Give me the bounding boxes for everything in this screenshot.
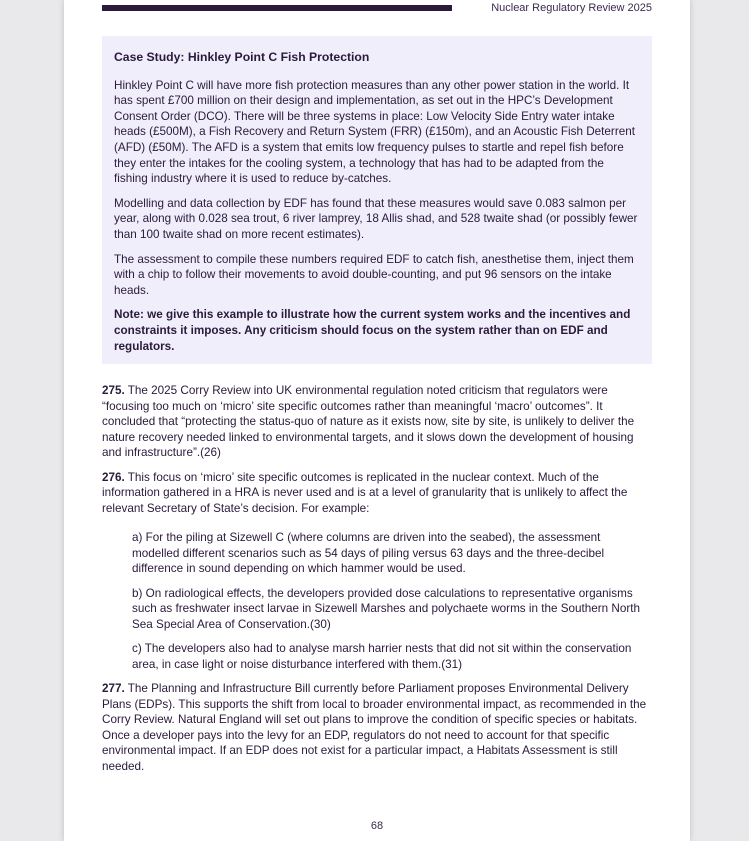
example-list [102,530,654,672]
paragraph-275 [102,383,654,461]
document-page [64,0,690,841]
example-item-c: c) The developers also had to analyse marsh harrier nests that did not sit within the conservation area, in case light or noise disturbance interfered with them.(31) [132,642,632,671]
header-rule [102,5,452,11]
page-number: 68 [370,820,384,832]
paragraph-text: The 2025 Corry Review into UK environmental regulation noted criticism that regulators were “focusing too much on ‘micro’ site specific outcomes rather than meaningful ‘macro’ outcomes”. It concluded that “protecting the status-quo of nature as it exists now, site by site, is unlikely to deliver the nature recovery needed linked to environmental targets, and it slows down the development of housing and infrastructure”.(26) [102,384,635,459]
paragraph-number: 276. [102,470,125,484]
case-study-paragraph: Hinkley Point C will have more fish protection measures than any other power station in the world. It has spent £700 million on their design and implementation, as set out in the HPC’s Development Consent Order (DCO). There will be three systems in place: Low Velocity Side Entry water intake heads (£500M), a Fish Recovery and Return System (FRR) (£150m), and an Acoustic Fish Deterrent (AFD) (£50M). The AFD is a system that emits low frequency pulses to startle and repel fish before they enter the intakes for the cooling system, a technology that has had to be adapted from the fishing industry where it is used to reduce by-catches. [114,78,635,186]
paragraph-277 [102,681,654,774]
example-item-b: b) On radiological effects, the developers provided dose calculations to representative organisms such as freshwater insect larvae in Sizewell Marshes and polychaete worms in the Southern North Sea Special Area of Conservation.(30) [132,586,641,631]
paragraph-text: The Planning and Infrastructure Bill currently before Parliament proposes Environmental Delivery Plans (EDPs). This supports the shift from local to broader environmental impact, as recommended in the Corry Review. Natural England will set out plans to improve the condition of specific species or habitats. Once a developer pays into the levy for an EDP, regulators do not need to account for that specific environmental impact. If an EDP does not exist for a particular impact, a Habitats Assessment is still needed. [102,682,647,773]
body-text [102,383,654,783]
paragraph-number: 277. [102,682,125,695]
header-title: Nuclear Regulatory Review 2025 [491,2,652,14]
example-item-a: a) For the piling at Sizewell C (where columns are driven into the seabed), the assessment modelled different scenarios such as 54 days of piling versus 63 days and the three-decibel difference in sound depending on which hammer would be used. [132,531,605,575]
case-study-paragraph: Modelling and data collection by EDF has found that these measures would save 0.083 salmon per year, along with 0.028 sea trout, 6 river lamprey, 18 Allis shad, and 528 twaite shad (or possibly fewer than 100 twaite shad on more recent estimates). [114,196,638,241]
case-study-title: Case Study: Hinkley Point C Fish Protection [114,50,370,64]
case-study-note: Note: we give this example to illustrate how the current system works and the incentives and constraints it imposes. Any criticism should focus on the system rather than on EDF and regulators. [114,308,631,353]
paragraph-276 [102,470,654,517]
case-study-box [102,36,652,364]
case-study-paragraph: The assessment to compile these numbers required EDF to catch fish, anesthetise them, inject them with a chip to follow their movements to avoid double-counting, and put 96 sensors on the intake heads. [114,252,634,297]
paragraph-number: 275. [102,384,125,397]
paragraph-text: This focus on ‘micro’ site specific outcomes is replicated in the nuclear context. Much of the information gathered in a HRA is never used and is at a level of granularity that is unlikely to affect the relevant Secretary of State’s decision. For example: [102,470,628,515]
